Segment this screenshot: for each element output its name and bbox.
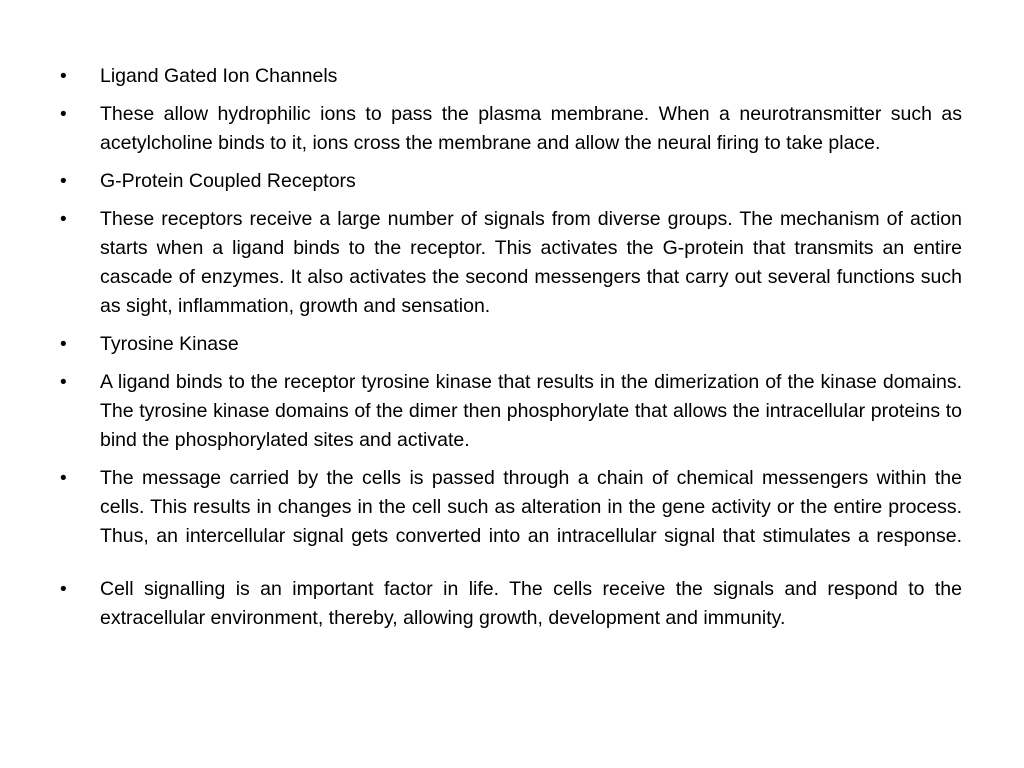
bullet-dot-icon: •	[60, 579, 67, 600]
bullet-dot-icon: •	[60, 372, 67, 393]
bullet-dot-icon: •	[60, 171, 67, 192]
bullet-text: Tyrosine Kinase	[100, 333, 239, 355]
bullet-item-g-protein-coupled-receptors	[56, 167, 962, 196]
bullet-dot-icon: •	[60, 66, 67, 87]
bullet-item-tyrosine-kinase	[56, 330, 962, 359]
bullet-dot-icon: •	[60, 334, 67, 355]
bullet-dot-icon: •	[60, 468, 67, 489]
bullet-dot-icon: •	[60, 104, 67, 125]
bullet-dot-icon: •	[60, 209, 67, 230]
bullet-item-ion-channel-description	[56, 100, 962, 158]
bullet-item-ligand-gated-ion-channels	[56, 62, 962, 91]
bullet-text: A ligand binds to the receptor tyrosine kinase that results in the dimerization of the kinase domains. The tyrosine kinase domains of the dimer then phosphorylate that allows the intracellular proteins to bind the phosphorylated sites and activate.	[100, 371, 962, 451]
bullet-text: These allow hydrophilic ions to pass the plasma membrane. When a neurotransmitter such as acetylcholine binds to it, ions cross the membrane and allow the neural firing to take place.	[100, 103, 962, 154]
bullet-text: These receptors receive a large number of signals from diverse groups. The mechanism of action starts when a ligand binds to the receptor. This activates the G-protein that transmits an entire cascade of enzymes. It also activates the second messengers that carry out several functions such as sight, inflammation, growth and sensation.	[100, 208, 962, 317]
bullet-text: Cell signalling is an important factor in life. The cells receive the signals and respond to the extracellular environment, thereby, allowing growth, development and immunity.	[100, 578, 962, 629]
bullet-text: G-Protein Coupled Receptors	[100, 170, 356, 192]
bullet-text: Ligand Gated Ion Channels	[100, 65, 338, 87]
bullet-item-gpcr-description	[56, 205, 962, 321]
bullet-list	[56, 62, 962, 642]
bullet-item-tyrosine-kinase-description	[56, 368, 962, 455]
bullet-text: The message carried by the cells is passed through a chain of chemical messengers within the cells. This results in changes in the cell such as alteration in the gene activity or the entire process. Thus, an intercellular signal gets converted into an intracellular signal that stimulates a response.	[100, 467, 962, 547]
bullet-item-cell-signalling-importance	[56, 575, 962, 633]
bullet-item-message-chain	[56, 464, 962, 551]
